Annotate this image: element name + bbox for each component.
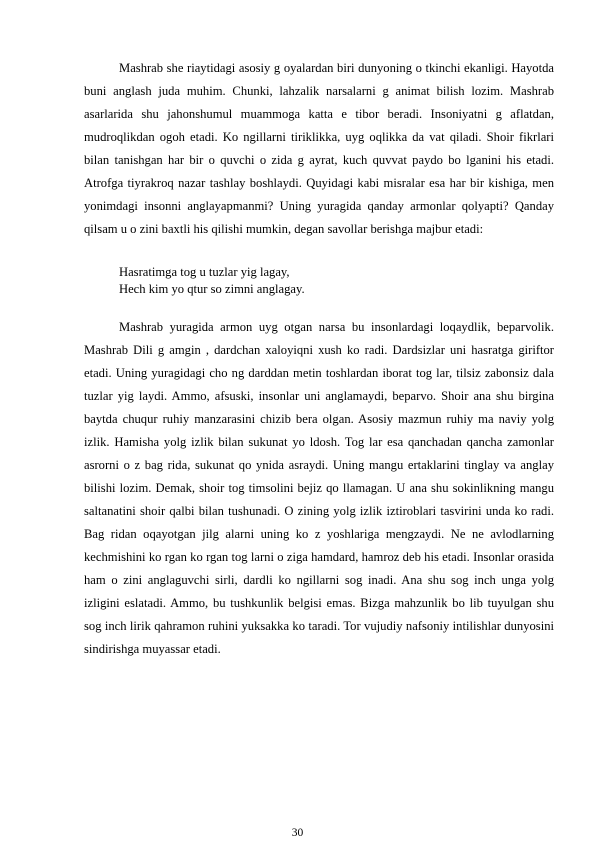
paragraph-analysis: Mashrab yuragida armon uyg otgan narsa bu insonlardagi loqaydlik, beparvolik. Mashrab Dili g amgin , dardchan xaloyiqni xush ko radi. Dardsizlar uni hasratga giriftor etadi. Uning yuragidagi cho ng darddan metin toshlardan iborat tog lar, tilsiz zabonsiz dala tuzlar yig laydi. Ammo, afsuski, insonlar uni anglamaydi, beparvo. Shoir ana shu birgina baytda chuqur ruhiy manzarasini chizib bera olgan. Asosiy mazmun ruhiy ma naviy yolg izlik. Hamisha yolg izlik bilan sukunat yo ldosh. Tog lar esa qanchadan qancha zamonlar asrorni o z bag rida, sukunat qo ynida asraydi. Uning mangu ertaklarini tinglay va anglay bilishi lozim. Demak, shoir tog timsolini bejiz qo llamagan. U ana shu sokinlikning mangu saltanatini shoir qalbi bilan tushunadi. O zining yolg izlik iztiroblari tasvirini unda ko radi. Bag ridan oqayotgan jilg alarni uning ko z yoshlariga mengzaydi. Ne ne avlodlarning kechmishini ko rgan ko rgan tog larni o ziga hamdard, hamroz deb his etadi. Insonlar orasida ham o zini anglaguvchi sirli, dardli ko ngillarni sog inadi. Ana shu sog inch unga yolg izligini eslatadi. Ammo, bu tushkunlik belgisi emas. Bizga mahzunlik bo lib tuyulgan shu sog inch lirik qahramon ruhini yuksakka ko taradi. Tor vujudiy nafsoniy intilishlar dunyosini sindirishga muyassar etadi.	[84, 320, 554, 656]
paragraph-intro: Mashrab she riaytidagi asosiy g oyalardan biri dunyoning o tkinchi ekanligi. Hayotda buni anglash juda muhim. Chunki, lahzalik narsalarni g animat bilish lozim. Mashrab asarlarida shu jahonshumul muammoga katta e tibor beradi. Insoniyatni g aflatdan, mudroqlikdan ogoh etadi. Ko ngillarni tiriklikka, uyg oqlikka da vat qiladi. Shoir fikrlari bilan tanishgan har bir o quvchi o zida g ayrat, kuch quvvat paydo bo lganini his etadi. Atrofga tiyrakroq nazar tashlay boshlaydi. Quyidagi kabi misralar esa har bir kishiga, men yonimdagi insonni anglayapmanmi? Uning yuragida qanday armonlar qolyapti? Qanday qilsam u o zini baxtli his qilishi mumkin, degan savollar berishga majbur etadi:	[84, 61, 554, 236]
verse-line-1: Hasratimga tog u tuzlar yig lagay,	[119, 265, 290, 279]
verse-line-2: Hech kim yo qtur so zimni anglagay.	[119, 282, 305, 296]
text-block	[84, 57, 554, 661]
verse-quote	[119, 264, 554, 298]
page-number: 30	[291, 827, 304, 839]
